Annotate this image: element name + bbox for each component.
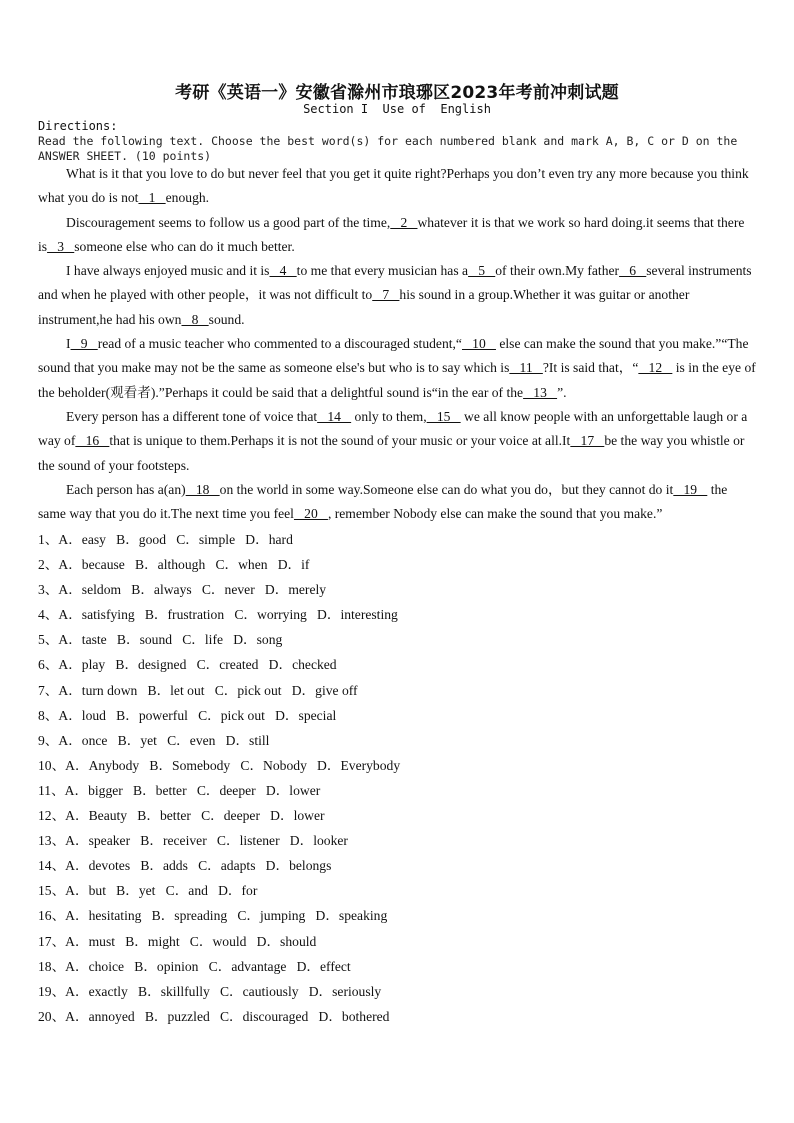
directions-text: Read the following text. Choose the best word(s) for each numbered blank and mark A, B, C or D on the ANSWER SHEET. (10 points) bbox=[38, 134, 738, 163]
text: enough. bbox=[165, 190, 210, 206]
option-line-3: 3、A．seldom B．always C．never D．merely bbox=[38, 582, 327, 598]
blank-9: 9 bbox=[70, 336, 98, 352]
paragraph-3 bbox=[38, 259, 756, 332]
blank-12: 12 bbox=[638, 360, 673, 376]
blank-10: 10 bbox=[461, 336, 496, 352]
text: I have always enjoyed music and it is bbox=[66, 263, 270, 279]
text: of their own.My father bbox=[495, 263, 620, 279]
answer-options bbox=[38, 527, 756, 1029]
blank-15: 15 bbox=[426, 408, 461, 424]
blank-11: 11 bbox=[509, 360, 543, 376]
blank-7: 7 bbox=[372, 287, 400, 303]
text: be the way you whistle or the sound of your footsteps. bbox=[38, 433, 745, 473]
blank-3: 3 bbox=[47, 238, 75, 254]
blank-19: 19 bbox=[673, 481, 708, 497]
text: the same way that you do it.The next time you feel bbox=[38, 481, 728, 522]
paragraph-4 bbox=[38, 332, 756, 405]
blank-6: 6 bbox=[619, 263, 647, 279]
blank-20: 20 bbox=[293, 506, 328, 522]
text: read of a music teacher who commented to a discouraged student,“ bbox=[97, 336, 462, 352]
text: to me that every musician has a bbox=[296, 263, 469, 279]
text: I bbox=[66, 336, 71, 352]
text: we all know people with an unforgettable laugh or a way of bbox=[38, 408, 748, 449]
blank-18: 18 bbox=[185, 481, 220, 497]
option-line-1: 1、A．easy B．good C．simple D．hard bbox=[38, 532, 293, 547]
text: Every person has a different tone of voice that bbox=[66, 408, 318, 424]
paragraph-2 bbox=[38, 211, 756, 260]
option-line-17: 17、A．must B．might C．would D．should bbox=[38, 933, 317, 949]
blank-5: 5 bbox=[468, 263, 496, 279]
blank-1: 1 bbox=[138, 190, 166, 206]
option-line-9: 9、A．once B．yet C．even D．still bbox=[38, 732, 270, 748]
text: , remember Nobody else can make the sound that you make.” bbox=[327, 506, 663, 522]
blank-8: 8 bbox=[181, 311, 209, 327]
page-title: 考研《英语一》安徽省滁州市琅琊区2023年考前冲刺试题 bbox=[175, 83, 619, 103]
text: whatever it is that we work so hard doing.it seems that there is bbox=[38, 214, 745, 254]
text: What is it that you love to do but never feel that you get it quite right?Perhaps you don’t even try any more because you think what you do is not bbox=[38, 166, 749, 206]
blank-2: 2 bbox=[390, 214, 418, 230]
cloze-passage bbox=[38, 162, 756, 526]
option-line-12: 12、A．Beauty B．better C．deeper D．lower bbox=[38, 808, 325, 824]
option-line-19: 19、A．exactly B．skillfully C．cautiously D．seriously bbox=[38, 983, 382, 999]
option-line-20: 20、A．annoyed B．puzzled C．discouraged D．bothered bbox=[38, 1008, 390, 1024]
text: Discouragement seems to follow us a good part of the time, bbox=[66, 214, 391, 230]
paragraph-5 bbox=[38, 405, 756, 478]
option-line-13: 13、A．speaker B．receiver C．listener D．looker bbox=[38, 833, 348, 849]
text: on the world in some way.Someone else can do what you do，but they cannot do it bbox=[219, 481, 674, 497]
text: that is unique to them.Perhaps it is not the sound of your music or your voice at all.It bbox=[109, 433, 571, 449]
option-line-16: 16、A．hesitating B．spreading C．jumping D．speaking bbox=[38, 908, 388, 924]
option-line-11: 11、A．bigger B．better C．deeper D．lower bbox=[38, 782, 321, 798]
option-line-5: 5、A．taste B．sound C．life D．song bbox=[38, 632, 283, 648]
option-line-14: 14、A．devotes B．adds C．adapts D．belongs bbox=[38, 858, 332, 874]
text: sound. bbox=[208, 311, 245, 327]
option-line-10: 10、A．Anybody B．Somebody C．Nobody D．Everybody bbox=[38, 757, 401, 773]
text: ”. bbox=[557, 384, 567, 400]
directions-heading: Directions: bbox=[38, 119, 118, 133]
text: several instruments and when he played with other people，it was not difficult to bbox=[38, 263, 752, 303]
text: only to them, bbox=[351, 408, 427, 424]
text: is in the eye of the beholder(观看者).”Perhaps it could be said that a delightful sound is“in the ear of the bbox=[38, 360, 756, 400]
text: ?It is said that，“ bbox=[542, 360, 639, 376]
section-heading: Section I Use of English bbox=[303, 102, 491, 116]
text: someone else who can do it much better. bbox=[74, 238, 295, 254]
text: else can make the sound that you make.”“The sound that you make may not be the same as someone else's but who is to say which is bbox=[38, 336, 749, 376]
option-line-4: 4、A．satisfying B．frustration C．worrying D．interesting bbox=[38, 607, 398, 623]
blank-17: 17 bbox=[570, 433, 605, 449]
option-line-7: 7、A．turn down B．let out C．pick out D．give off bbox=[38, 682, 358, 698]
blank-13: 13 bbox=[523, 384, 558, 400]
option-line-8: 8、A．loud B．powerful C．pick out D．special bbox=[38, 707, 337, 723]
paragraph-6 bbox=[38, 478, 756, 527]
option-line-18: 18、A．choice B．opinion C．advantage D．effect bbox=[38, 958, 351, 974]
text: his sound in a group.Whether it was guitar or another instrument,he had his own bbox=[38, 287, 690, 327]
paragraph-1 bbox=[38, 162, 756, 211]
blank-14: 14 bbox=[317, 408, 352, 424]
blank-4: 4 bbox=[269, 263, 297, 279]
text: Each person has a(an) bbox=[66, 481, 186, 497]
blank-16: 16 bbox=[75, 433, 110, 449]
option-line-6: 6、A．play B．designed C．created D．checked bbox=[38, 657, 337, 673]
option-line-15: 15、A．but B．yet C．and D．for bbox=[38, 883, 258, 899]
option-line-2: 2、A．because B．although C．when D．if bbox=[38, 557, 310, 573]
